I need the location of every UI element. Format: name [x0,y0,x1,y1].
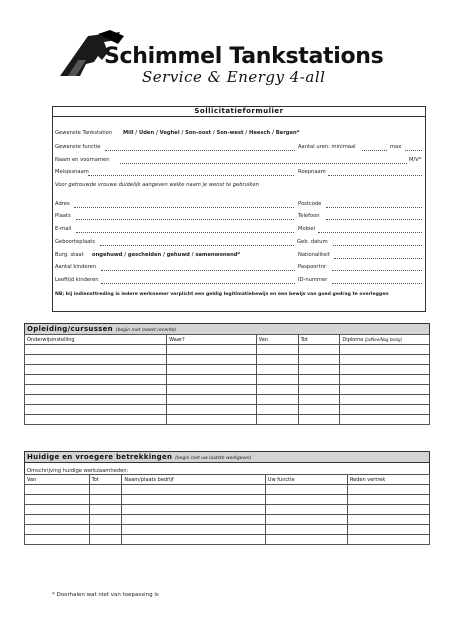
table-cell[interactable] [265,485,347,495]
aantal-kinderen-field[interactable] [101,270,295,271]
plaats-label: Plaats [55,213,71,219]
table-cell[interactable] [340,385,430,395]
nationaliteit-label: Nationaliteit [298,252,330,258]
betrekkingen-title: Huidige en vroegere betrekkingen [27,453,173,461]
opleiding-row [25,365,430,375]
table-cell[interactable] [298,375,340,385]
table-cell[interactable] [167,395,257,405]
table-cell[interactable] [347,525,429,535]
uren-max-field[interactable] [405,150,422,151]
roepnaam-label: Roepnaam [298,169,326,175]
email-field[interactable] [76,232,294,233]
plaats-field[interactable] [76,219,294,220]
table-cell[interactable] [256,385,298,395]
table-cell[interactable] [256,365,298,375]
table-cell[interactable] [25,525,90,535]
table-cell[interactable] [347,515,429,525]
table-cell[interactable] [340,365,430,375]
col-onderwijsinstelling: Onderwijsinstelling [25,335,167,345]
table-cell[interactable] [89,535,122,545]
email-label: E-mail [55,226,72,232]
table-cell[interactable] [25,415,167,425]
mobiel-label: Mobiel [298,226,316,232]
table-cell[interactable] [25,375,167,385]
col-diploma [340,335,430,345]
uren-min-field[interactable] [362,150,387,151]
col-van: Van [25,475,90,485]
betrekkingen-row [25,515,430,525]
table-cell[interactable] [347,495,429,505]
opleiding-row [25,395,430,405]
table-cell[interactable] [167,345,257,355]
leeftijd-kinderen-field[interactable] [101,283,295,284]
table-cell[interactable] [122,525,266,535]
max-label: max [390,144,402,150]
burg-staat-label: Burg. staat [55,252,84,258]
table-cell[interactable] [265,535,347,545]
table-cell[interactable] [167,385,257,395]
telefoon-label: Telefoon [298,213,320,219]
postcode-label: Postcode [298,201,322,207]
opleiding-title: Opleiding/cursussen [27,325,113,333]
betrekkingen-header [24,451,430,462]
table-cell[interactable] [25,535,90,545]
mobiel-field[interactable] [318,232,422,233]
table-cell[interactable] [256,395,298,405]
opleiding-table [24,334,430,425]
omschrijving-label: Omschrijving huidige werkzaamheden: [27,468,129,474]
table-cell[interactable] [298,415,340,425]
logo-name: Schimmel Tankstations [104,44,384,69]
table-cell[interactable] [122,505,266,515]
gewenste-tankstation-label: Gewenste Tankstation [55,130,113,136]
geboorteplaats-field[interactable] [100,245,294,246]
col-tot: Tot [298,335,340,345]
betrekkingen-row [25,525,430,535]
table-cell[interactable] [25,515,90,525]
opleiding-row [25,415,430,425]
table-cell[interactable] [340,355,430,365]
table-cell[interactable] [298,355,340,365]
table-cell[interactable] [256,415,298,425]
table-cell[interactable] [25,405,167,415]
roepnaam-field[interactable] [328,175,422,176]
tankstation-options[interactable]: Mill / Uden / Veghel / Son-oost / Son-west / Heesch / Bergen* [123,130,300,136]
geb-datum-label: Geb. datum [297,239,328,245]
leeftijd-kinderen-label: Leeftijd kinderen [55,277,99,283]
betrekkingen-row [25,495,430,505]
col-van: Van [256,335,298,345]
id-nummer-field[interactable] [332,283,422,284]
meisjesnaam-label: Meisjesnaam [55,169,89,175]
col-functie: Uw functie [265,475,347,485]
table-cell[interactable] [256,405,298,415]
betrekkingen-row [25,485,430,495]
table-cell[interactable] [167,415,257,425]
table-cell[interactable] [25,485,90,495]
table-cell[interactable] [25,505,90,515]
nb-note: NB; bij indiensttreding is iedere werknemer verplicht een geldig legitimatiebewijs en een bewijs van goed gedrag te overleggen [55,292,389,297]
id-nummer-label: ID-nummer [298,277,328,283]
table-cell[interactable] [265,525,347,535]
table-cell[interactable] [89,525,122,535]
personal-details-box [52,106,426,312]
table-cell[interactable] [256,375,298,385]
betrekkingen-row [25,535,430,545]
diploma-note: (Ja/Nee/Nog bezig) [364,336,403,342]
nationaliteit-field[interactable] [334,258,422,259]
paspoortnr-field[interactable] [332,270,422,271]
burg-staat-options[interactable]: ongehuwd / gescheiden / gehuwd / samenwonend* [92,252,241,258]
form-title: Sollicitatieformulier [53,107,425,117]
mv-label[interactable]: M/V* [409,157,422,163]
adres-label: Adres [55,201,70,207]
table-cell[interactable] [89,505,122,515]
table-cell[interactable] [25,385,167,395]
postcode-field[interactable] [326,207,422,208]
betrekkingen-subtitle: (begin met uw laatste werkgever) [175,456,252,461]
footnote: * Doorhalen wat niet van toepassing is [52,592,159,598]
table-cell[interactable] [340,345,430,355]
table-cell[interactable] [298,365,340,375]
aantal-uren-label: Aantal uren: minimaal [298,144,356,150]
telefoon-field[interactable] [326,219,422,220]
table-cell[interactable] [25,495,90,505]
table-cell[interactable] [122,495,266,505]
naam-field[interactable] [120,163,407,164]
table-cell[interactable] [25,355,167,365]
table-cell[interactable] [89,485,122,495]
gewenste-functie-field[interactable] [105,150,295,151]
table-cell[interactable] [347,535,429,545]
table-cell[interactable] [167,405,257,415]
betrekkingen-row [25,505,430,515]
table-cell[interactable] [25,365,167,375]
table-cell[interactable] [122,535,266,545]
opleiding-row [25,375,430,385]
table-cell[interactable] [265,495,347,505]
geboorteplaats-label: Geboorteplaats [55,239,96,245]
table-cell[interactable] [265,515,347,525]
married-note: Voor getrouwde vrouwe duidelijk aangeven welke naam je wenst te gebruiken [55,182,259,188]
table-cell[interactable] [167,365,257,375]
col-reden-vertrek: Reden vertrek [347,475,429,485]
table-cell[interactable] [298,395,340,405]
table-cell[interactable] [167,355,257,365]
opleiding-header [24,323,430,334]
table-cell[interactable] [298,385,340,395]
logo-tagline: Service & Energy 4-all [142,68,326,86]
geb-datum-field[interactable] [333,245,422,246]
table-cell[interactable] [347,505,429,515]
table-cell[interactable] [25,345,167,355]
table-cell[interactable] [167,375,257,385]
col-diploma-label: Diploma [342,336,364,343]
table-cell[interactable] [340,405,430,415]
table-cell[interactable] [265,505,347,515]
table-cell[interactable] [89,495,122,505]
opleiding-row [25,385,430,395]
table-cell[interactable] [347,485,429,495]
col-tot: Tot [89,475,122,485]
table-cell[interactable] [298,345,340,355]
table-cell[interactable] [256,345,298,355]
table-cell[interactable] [298,405,340,415]
betrekkingen-header-row [25,475,430,485]
table-cell[interactable] [340,415,430,425]
table-cell[interactable] [256,355,298,365]
opleiding-subtitle: (begin met meest recente) [115,328,177,333]
table-cell[interactable] [89,515,122,525]
adres-field[interactable] [74,207,294,208]
opleiding-row [25,405,430,415]
aantal-kinderen-label: Aantal kinderen [55,264,97,270]
col-waar: Waar? [167,335,257,345]
paspoortnr-label: Paspoortnr [298,264,327,270]
opleiding-row [25,355,430,365]
naam-label: Naam en voornamen [55,157,110,163]
gewenste-functie-label: Gewenste functie [55,144,101,150]
betrekkingen-table [24,474,430,545]
table-cell[interactable] [122,515,266,525]
table-cell[interactable] [340,395,430,405]
table-cell[interactable] [340,375,430,385]
opleiding-header-row [25,335,430,345]
meisjesnaam-field[interactable] [88,175,294,176]
col-bedrijf: Naam/plaats bedrijf [122,475,266,485]
table-cell[interactable] [122,485,266,495]
opleiding-row [25,345,430,355]
table-cell[interactable] [25,395,167,405]
